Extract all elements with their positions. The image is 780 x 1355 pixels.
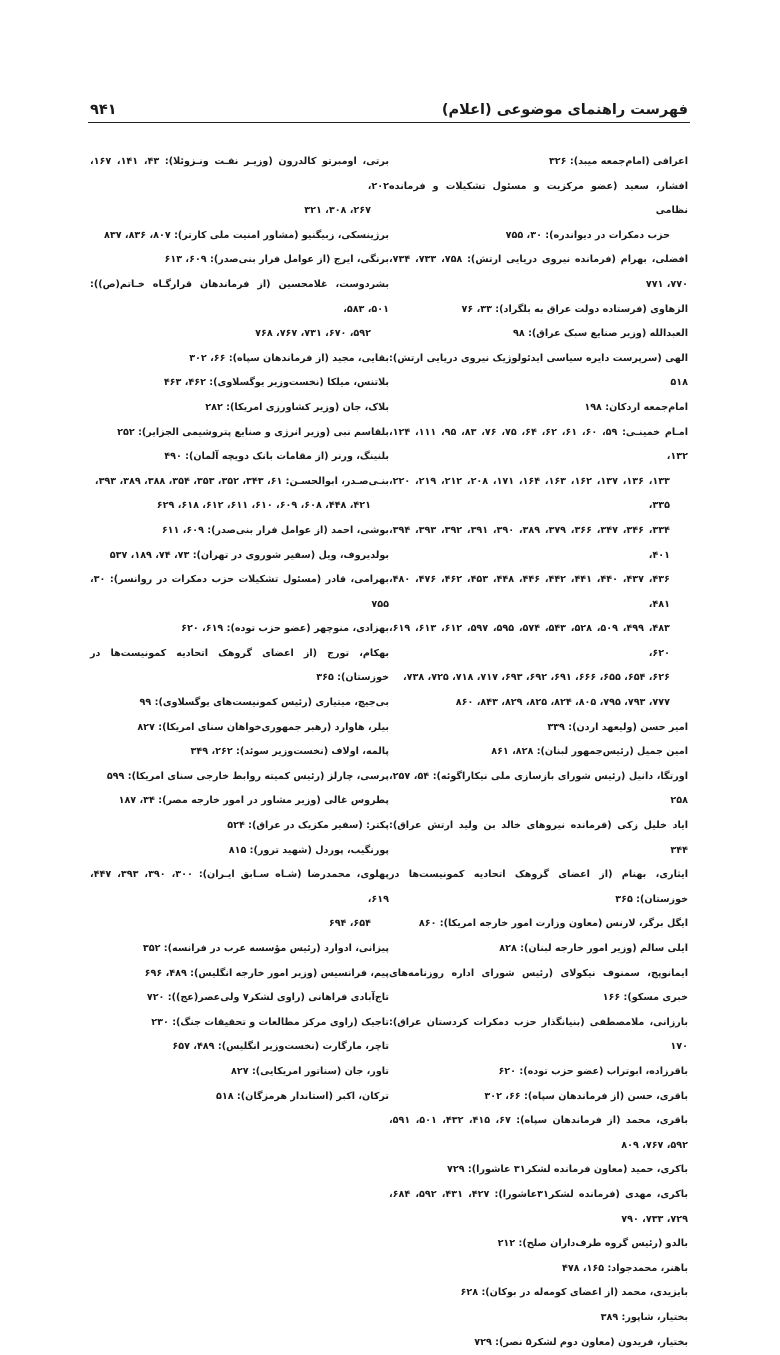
entry-line: بلاک، جان (وزیر کشاورزی امریکا): ۲۸۲: [90, 396, 389, 421]
index-entry: [90, 224, 389, 249]
entry-line: امیر حسن (ولیعهد اردن): ۳۳۹: [389, 716, 688, 741]
index-entry: [90, 248, 389, 273]
entry-line: پکتر: (سفیر مکزیک در عراق): ۵۲۴: [90, 814, 389, 839]
index-entry: [90, 986, 389, 1011]
entry-line: تاجیک (راوی مرکز مطالعات و تحقیقات جنگ): ۲۳۰: [90, 1011, 389, 1036]
entry-line: افضلی، بهرام (فرمانده نیروی دریایی ارتش): ۷۵۸، ۷۳۳، ۷۳۴، ۷۷۰، ۷۷۱: [389, 248, 688, 297]
index-entry: [389, 175, 688, 249]
entry-line: اورتگا، دانیل (رئیس شورای بازسازی ملی نیکاراگوئه): ۵۴، ۲۵۷، ۲۵۸: [389, 765, 688, 814]
index-columns: [90, 150, 688, 1355]
index-entry: [389, 421, 688, 716]
entry-line: پطروس غالی (وزیر مشاور در امور خارجه مصر): ۳۴، ۱۸۷: [90, 789, 389, 814]
index-entry: [90, 937, 389, 962]
entry-line: بختیار، شاپور: ۳۸۹: [389, 1306, 688, 1331]
entry-line: بلاتنس، میلکا (نخست‌وزیر یوگسلاوی): ۴۶۲، ۴۶۳: [90, 371, 389, 396]
index-entry: [90, 371, 389, 396]
entry-line: امین جمیل (رئیس‌جمهور لبنان): ۸۲۸، ۸۶۱: [389, 740, 688, 765]
entry-line: باقری، محمد (از فرماندهان سپاه): ۶۷، ۴۱۵، ۴۳۲، ۵۰۱، ۵۹۱، ۵۹۲، ۷۶۷، ۸۰۹: [389, 1109, 688, 1158]
index-entry: [90, 716, 389, 741]
entry-continuation: ۴۳۶، ۴۳۷، ۴۴۰، ۴۴۱، ۴۴۲، ۴۴۶، ۴۴۸، ۴۵۳، ۴۶۲، ۴۷۶، ۴۸۰، ۴۸۱،: [389, 568, 688, 617]
entry-continuation: ۴۸۳، ۴۹۹، ۵۰۹، ۵۲۸، ۵۴۳، ۵۷۴، ۵۹۵، ۵۹۷، ۶۱۲، ۶۱۳، ۶۱۹، ۶۲۰،: [389, 617, 688, 666]
index-entry: [389, 1281, 688, 1306]
entry-line: بوشی، احمد (از عوامل فرار بنی‌صدر): ۶۰۹، ۶۱۱: [90, 519, 389, 544]
page-number: ۹۴۱: [90, 102, 117, 118]
index-entry: [90, 396, 389, 421]
index-entry: [389, 962, 688, 1011]
entry-line: افشار، سعید (عضو مرکزیت و مسئول تشکیلات و فرمانده نظامی: [389, 175, 688, 224]
entry-continuation: ۶۲۶، ۶۵۴، ۶۵۵، ۶۶۶، ۶۹۱، ۶۹۲، ۶۹۳، ۷۱۷، ۷۱۸، ۷۲۵، ۷۳۸،: [389, 666, 688, 691]
entry-line: بختیار، فریدون (معاون دوم لشکر۵ نصر): ۷۲۹: [389, 1331, 688, 1355]
index-entry: [389, 150, 688, 175]
entry-line: تاچر، مارگارت (نخست‌وزیر انگلیس): ۴۸۹، ۶۵۷: [90, 1035, 389, 1060]
index-entry: [389, 1085, 688, 1110]
index-entry: [389, 1158, 688, 1183]
index-entry: [90, 691, 389, 716]
entry-line: امام‌جمعه اردکان: ۱۹۸: [389, 396, 688, 421]
entry-line: پورنگیب، پوردل (شهید ترور): ۸۱۵: [90, 839, 389, 864]
entry-line: بهکام، تورج (از اعضای گروهک اتحادیه کمونیست‌ها در خوزستان): ۳۶۵: [90, 642, 389, 691]
index-entry: [90, 544, 389, 569]
index-entry: [90, 519, 389, 544]
index-entry: [90, 421, 389, 446]
index-entry: [389, 1331, 688, 1355]
entry-line: باقری، حسن (از فرماندهان سپاه): ۶۶، ۳۰۲: [389, 1085, 688, 1110]
index-entry: [389, 937, 688, 962]
entry-line: بلنینگ، ورنر (از مقامات بانک دویچه آلمان): ۴۹۰: [90, 445, 389, 470]
running-title: فهرست راهنمای موضوعی (اعلام): [442, 102, 688, 118]
index-entry: [90, 642, 389, 691]
index-entry: [90, 962, 389, 987]
index-entry: [90, 839, 389, 864]
entry-line: برنگی، ایرج (از عوامل فرار بنی‌صدر): ۶۰۹، ۶۱۳: [90, 248, 389, 273]
entry-line: بیلر، هاوارد (رهبر جمهوری‌خواهان سنای امریکا): ۸۲۷: [90, 716, 389, 741]
entry-line: الزهاوی (فرستاده دولت عراق به بلگراد): ۳۳، ۷۶: [389, 298, 688, 323]
entry-line: بالدو (رئیس گروه طرف‌داران صلح): ۲۱۲: [389, 1232, 688, 1257]
entry-line: ایمانوپج، سمنوف نیکولای (رئیس شورای اداره روزنامه‌های خبری مسکو): ۱۶۶: [389, 962, 688, 1011]
index-entry: [389, 347, 688, 396]
index-entry: [389, 1109, 688, 1158]
index-entry: [90, 740, 389, 765]
index-column-left: [90, 150, 389, 1355]
index-entry: [389, 765, 688, 814]
entry-line: باقرزاده، ابوتراب (عضو حزب توده): ۶۲۰: [389, 1060, 688, 1085]
entry-line: پهلوی، محمدرضا (شـاه سـابق ایـران): ۳۰۰، ۳۹۰، ۳۹۳، ۴۴۷، ۶۱۹،: [90, 863, 389, 912]
index-entry: [389, 298, 688, 323]
entry-line: بهزادی، منوچهر (عضو حزب توده): ۶۱۹، ۶۲۰: [90, 617, 389, 642]
index-entry: [90, 789, 389, 814]
index-entry: [90, 150, 389, 224]
entry-line: برژینسکی، زبیگنیو (مشاور امنیت ملی کارتر): ۸۰۷، ۸۳۶، ۸۳۷: [90, 224, 389, 249]
entry-line: بشردوست، غلامحسین (از فرماندهان قرارگـاه خـاتم(ص)): ۵۰۱، ۵۸۳،: [90, 273, 389, 322]
entry-continuation: ۲۶۷، ۳۰۸، ۳۲۱: [90, 199, 389, 224]
entry-continuation: ۶۵۴، ۶۹۴: [90, 912, 389, 937]
index-entry: [90, 347, 389, 372]
entry-continuation: ۷۷۷، ۷۹۳، ۷۹۵، ۸۰۵، ۸۲۴، ۸۲۵، ۸۲۹، ۸۴۳، ۸۶۰: [389, 691, 688, 716]
index-entry: [90, 765, 389, 790]
entry-line: پرسی، چارلز (رئیس کمیته روابط خارجی سنای امریکا): ۵۹۹: [90, 765, 389, 790]
index-entry: [389, 396, 688, 421]
entry-line: بلقاسم نبی (وزیر انرژی و صنایع پتروشیمی الجزایر): ۲۵۲: [90, 421, 389, 446]
entry-continuation: ۱۳۳، ۱۳۶، ۱۳۷، ۱۶۲، ۱۶۳، ۱۶۴، ۱۷۱، ۲۰۸، ۲۱۲، ۲۱۹، ۲۲۰، ۳۳۵،: [389, 470, 688, 519]
entry-continuation: حزب دمکرات در دیواندره): ۳۰، ۷۵۵: [389, 224, 688, 249]
index-entry: [389, 1060, 688, 1085]
index-entry: [90, 1035, 389, 1060]
index-entry: [90, 1011, 389, 1036]
index-entry: [389, 863, 688, 912]
index-entry: [389, 1011, 688, 1060]
entry-line: تاج‌آبادی فراهانی (راوی لشکر۷ ولی‌عصر(عج)): ۷۲۰: [90, 986, 389, 1011]
index-entry: [389, 740, 688, 765]
entry-line: بهرامی، قادر (مسئول تشکیلات حزب دمکرات در روانسر): ۳۰، ۷۵۵: [90, 568, 389, 617]
entry-line: ترکان، اکبر (استاندار هرمزگان): ۵۱۸: [90, 1085, 389, 1110]
index-entry: [389, 1257, 688, 1282]
entry-continuation: ۵۹۲، ۶۷۰، ۷۳۱، ۷۶۷، ۷۶۸: [90, 322, 389, 347]
index-entry: [90, 273, 389, 347]
index-entry: [389, 1183, 688, 1232]
entry-line: ایگل برگر، لارنس (معاون وزارت امور خارجه امریکا): ۸۶۰: [389, 912, 688, 937]
header-rule: [88, 122, 690, 123]
entry-line: الهی (سرپرست دایره سیاسی ایدئولوژیک نیروی دریایی ارتش): ۵۱۸: [389, 347, 688, 396]
entry-line: امـام خمینـی: ۵۹، ۶۰، ۶۱، ۶۲، ۶۴، ۷۵، ۷۶، ۸۳، ۹۵، ۱۱۱، ۱۲۴، ۱۳۲،: [389, 421, 688, 470]
entry-line: باهنر، محمدجواد: ۱۶۵، ۴۷۸: [389, 1257, 688, 1282]
index-entry: [90, 814, 389, 839]
index-entry: [90, 445, 389, 470]
entry-continuation: ۳۳۴، ۳۴۶، ۳۴۷، ۳۶۶، ۳۷۹، ۳۸۹، ۳۹۰، ۳۹۱، ۳۹۲، ۳۹۳، ۳۹۴، ۴۰۱،: [389, 519, 688, 568]
entry-line: اعرافی (امام‌جمعه میبد): ۳۲۶: [389, 150, 688, 175]
entry-line: بی‌جیچ، میتیاری (رئیس کمونیست‌های یوگسلاوی): ۹۹: [90, 691, 389, 716]
entry-line: ایثاری، بهنام (از اعضای گروهک اتحادیه کمونیست‌ها در خوزستان): ۳۶۵: [389, 863, 688, 912]
index-column-right: [389, 150, 688, 1355]
entry-line: تاور، جان (سناتور امریکایی): ۸۲۷: [90, 1060, 389, 1085]
index-entry: [389, 1232, 688, 1257]
entry-line: برتی، اومبرتو کالدرون (وزیـر نفـت ونـزوئلا): ۴۳، ۱۴۱، ۱۶۷، ۲۰۲،: [90, 150, 389, 199]
index-entry: [90, 1060, 389, 1085]
index-entry: [389, 322, 688, 347]
entry-line: باکری، مهدی (فرمانده لشکر۳۱عاشورا): ۴۲۷، ۴۳۱، ۵۹۲، ۶۸۴، ۷۲۹، ۷۳۳، ۷۹۰: [389, 1183, 688, 1232]
entry-line: ایاد خلیل زکی (فرمانده نیروهای خالد بن ولید ارتش عراق): ۳۴۴: [389, 814, 688, 863]
index-entry: [389, 814, 688, 863]
entry-line: ایلی سالم (وزیر امور خارجه لبنان): ۸۲۸: [389, 937, 688, 962]
entry-line: باکری، حمید (معاون فرمانده لشکر۳۱ عاشورا): ۷۲۹: [389, 1158, 688, 1183]
index-entry: [90, 568, 389, 617]
index-entry: [90, 617, 389, 642]
entry-line: بایزیدی، محمد (از اعضای کومه‌له در بوکان): ۶۲۸: [389, 1281, 688, 1306]
entry-line: پیزانی، ادوارد (رئیس مؤسسه عرب در فرانسه): ۳۵۲: [90, 937, 389, 962]
index-entry: [389, 248, 688, 297]
index-entry: [389, 912, 688, 937]
index-entry: [90, 863, 389, 937]
index-entry: [389, 1306, 688, 1331]
page-header: [90, 92, 688, 118]
entry-line: بنـی‌صـدر، ابوالحسـن: ۶۱، ۳۴۳، ۳۵۲، ۳۵۳، ۳۵۴، ۳۸۸، ۳۸۹، ۳۹۳،: [90, 470, 389, 495]
entry-line: بقایی، مجید (از فرماندهان سپاه): ۶۶، ۳۰۲: [90, 347, 389, 372]
index-entry: [90, 470, 389, 519]
entry-line: العبدالله (وزیر صنایع سبک عراق): ۹۸: [389, 322, 688, 347]
index-entry: [389, 716, 688, 741]
entry-line: بولدیروف، ویل (سفیر شوروی در تهران): ۷۳، ۷۴، ۱۸۹، ۵۳۷: [90, 544, 389, 569]
entry-continuation: ۴۲۱، ۴۴۸، ۶۰۸، ۶۰۹، ۶۱۰، ۶۱۱، ۶۱۲، ۶۱۸، ۶۲۹: [90, 494, 389, 519]
entry-line: پالمه، اولاف (نخست‌وزیر سوئد): ۲۶۲، ۳۴۹: [90, 740, 389, 765]
entry-line: پیم، فرانسیس (وزیر امور خارجه انگلیس): ۴۸۹، ۶۹۶: [90, 962, 389, 987]
entry-line: بارزانی، ملامصطفی (بنیانگذار حزب دمکرات کردستان عراق): ۱۷۰: [389, 1011, 688, 1060]
index-entry: [90, 1085, 389, 1110]
